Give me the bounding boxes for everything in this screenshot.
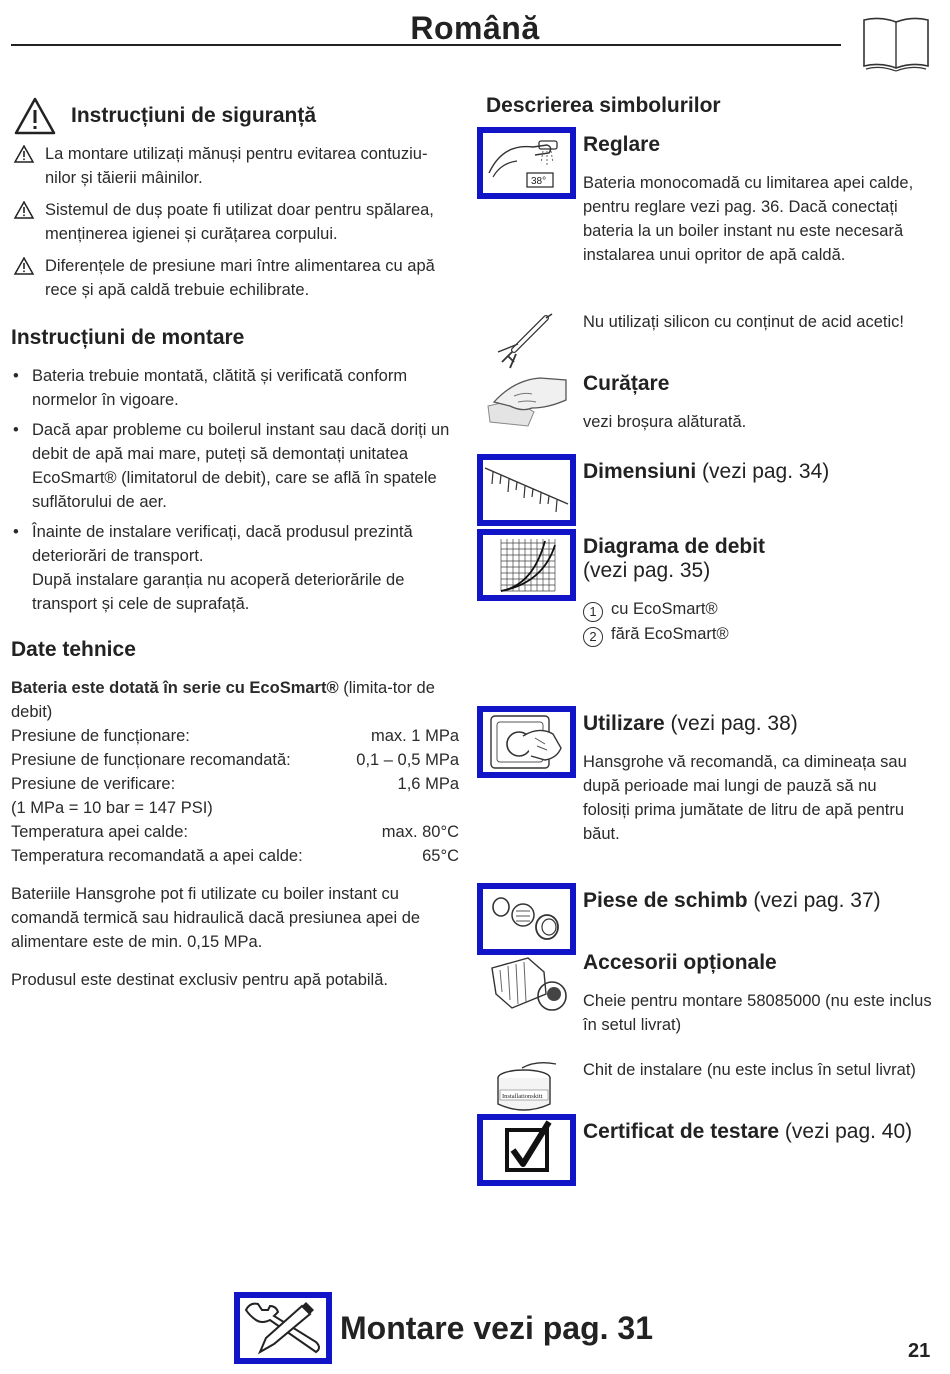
diagrama-icon-box xyxy=(477,529,576,601)
silicon-warning-text: Nu utilizați silicon cu conținut de acid acetic! xyxy=(583,313,904,331)
spec-row: Presiune de funcționare: max. 1 MPa xyxy=(11,727,459,745)
cleaning-cloth-icon xyxy=(484,372,570,428)
diagrama-option: 2 fără EcoSmart® xyxy=(583,622,938,647)
certificat-title: Certificat de testare xyxy=(583,1120,780,1143)
diagrama-option: 1 cu EcoSmart® xyxy=(583,597,938,622)
warning-small-icon xyxy=(13,142,35,163)
safety-section xyxy=(13,96,473,302)
spec-row: Presiune de funcționare recomandată: 0,1 – 0,5 MPa xyxy=(11,751,459,769)
reglare-title: Reglare xyxy=(583,133,661,156)
tech-title: Date tehnice xyxy=(11,638,136,661)
safety-title: Instrucțiuni de siguranță xyxy=(71,104,317,127)
piese-section: Piese de schimb (vezi pag. 37) xyxy=(583,889,881,912)
temperature-display: 38° xyxy=(531,176,547,187)
installation-putty-icon xyxy=(492,1060,560,1116)
diagrama-section xyxy=(583,535,938,647)
number-1-icon: 1 xyxy=(583,602,603,622)
symbols-title: Descrierea simbolurilor xyxy=(486,94,721,117)
list-item: • Înainte de instalare verificați, dacă produsul prezintă deteriorări de transport. După instalare garanția nu acoperă deteriorările de transport și cele de suprafață. xyxy=(11,520,463,616)
tech-section xyxy=(11,638,459,992)
tech-paragraph: Produsul este destinat exclusiv pentru apă potabilă. xyxy=(11,971,388,989)
curatare-section xyxy=(583,372,938,434)
certificat-icon-box xyxy=(477,1114,576,1186)
mounting-title: Instrucțiuni de montare xyxy=(11,326,245,349)
curatare-title: Curățare xyxy=(583,372,670,395)
list-item: • Dacă apar probleme cu boilerul instant sau dacă doriți un debit de apă mai mare, puteți să demontați unitatea EcoSmart® (limitatorul de debit), care se află în spatele suflătorului de aer. xyxy=(11,418,463,514)
spec-row: Presiune de verificare: 1,6 MPa xyxy=(11,775,459,793)
putty-label: Installationskitt xyxy=(502,1093,543,1100)
flow-diagram-icon xyxy=(483,535,570,595)
hand-knob-icon xyxy=(483,712,570,772)
piese-icon-box xyxy=(477,883,576,955)
checkbox-check-icon xyxy=(483,1120,570,1180)
reglare-section xyxy=(583,133,938,267)
page-title: Română xyxy=(410,10,540,46)
title-rule xyxy=(11,44,841,46)
list-item: • Bateria trebuie montată, clătită și verificată conform normelor în vigoare. xyxy=(11,364,463,412)
mounting-key-icon xyxy=(486,954,572,1016)
silicon-gun-icon xyxy=(494,312,556,372)
reglare-text: Bateria monocomadă cu limitarea apei calde, pentru reglare vezi pag. 36. Dacă conectați bateria la un boiler instant nu este necesară instalarea unui opritor de apă caldă. xyxy=(583,174,914,264)
diagrama-title: Diagrama de debit xyxy=(583,535,766,558)
safety-item: Sistemul de duș poate fi utilizat doar pentru spălarea, menținerea igienei și curățarea corpului. xyxy=(13,198,458,246)
utilizare-icon-box xyxy=(477,706,576,778)
piese-title: Piese de schimb xyxy=(583,889,748,912)
number-2-icon: 2 xyxy=(583,627,603,647)
safety-item: Diferențele de presiune mari între alimentarea cu apă rece și apă caldă trebuie echilibrate. xyxy=(13,254,458,302)
mounting-section xyxy=(11,326,463,616)
tech-intro: Bateria este dotată în serie cu EcoSmart® (limita-tor de debit) xyxy=(11,679,435,721)
diagrama-ref: (vezi pag. 35) xyxy=(583,559,711,582)
utilizare-text: Hansgrohe vă recomandă, ca dimineața sau după perioade mai lungi de pauză să nu folosiți prima jumătate de litru de apă pentru băut. xyxy=(583,753,907,843)
accesorii-title: Accesorii opționale xyxy=(583,951,777,974)
safety-item: La montare utilizați mănuși pentru evitarea contuziu-nilor și tăierii mâinilor. xyxy=(13,142,458,190)
warning-small-icon xyxy=(13,198,35,219)
book-icon xyxy=(862,16,930,72)
page-number: 21 xyxy=(908,1340,931,1362)
dimensiuni-section: Dimensiuni (vezi pag. 34) xyxy=(583,460,830,483)
accesorii-section xyxy=(583,951,938,1037)
utilizare-section: Utilizare (vezi pag. 38) Hansgrohe vă recomandă, ca dimineața sau după perioade mai lungi de pauză să nu folosiți prima jumătate de litru de apă pentru băut. xyxy=(583,712,923,846)
spec-row: Temperatura apei calde: max. 80°C xyxy=(11,823,459,841)
tech-paragraph: Bateriile Hansgrohe pot fi utilizate cu boiler instant cu comandă termică sau hidraulică dacă presiunea apei de alimentare este de min. 0,15 MPa. xyxy=(11,885,421,951)
certificat-section: Certificat de testare (vezi pag. 40) xyxy=(583,1120,913,1143)
footer-montare: Montare vezi pag. 31 xyxy=(340,1310,653,1346)
accesorii-text: Cheie pentru montare 58085000 (nu este inclus în setul livrat) xyxy=(583,992,932,1034)
reglare-icon-box xyxy=(477,127,576,199)
dimensiuni-title: Dimensiuni xyxy=(583,460,697,483)
spec-row: (1 MPa = 10 bar = 147 PSI) xyxy=(11,799,213,817)
spare-parts-icon xyxy=(483,889,570,949)
warning-icon xyxy=(13,96,57,136)
wrench-screwdriver-icon xyxy=(240,1298,326,1358)
curatare-text: vezi broșura alăturată. xyxy=(583,413,747,431)
warning-small-icon xyxy=(13,254,35,275)
spec-row: Temperatura recomandată a apei calde: 65°C xyxy=(11,847,459,865)
thermostat-hand-icon xyxy=(483,133,570,193)
utilizare-title: Utilizare xyxy=(583,712,665,735)
ruler-icon xyxy=(483,460,570,520)
putty-text: Chit de instalare (nu este inclus în setul livrat) xyxy=(583,1061,916,1079)
dimensiuni-icon-box xyxy=(477,454,576,526)
tools-icon-box xyxy=(234,1292,332,1364)
